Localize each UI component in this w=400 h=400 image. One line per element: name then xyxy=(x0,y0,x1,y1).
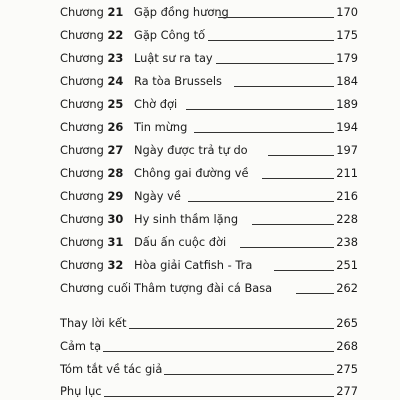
toc-entry-chapter-25 xyxy=(60,96,358,112)
dot-leader xyxy=(296,293,334,294)
section-title: Cảm tạ xyxy=(60,339,102,353)
page-number: 184 xyxy=(336,74,358,88)
chapter-number: 28 xyxy=(107,166,124,180)
chapter-word: Chương xyxy=(60,212,104,226)
chapter-number: 29 xyxy=(107,189,124,203)
page-number: 194 xyxy=(336,120,358,134)
chapter-number: 30 xyxy=(107,212,124,226)
dot-leader xyxy=(274,270,334,271)
chapter-title: Chông gai đường về xyxy=(134,166,249,180)
chapter-title: Gặp Công tố xyxy=(134,28,206,42)
chapter-word: Chương xyxy=(60,74,104,88)
page-number: 197 xyxy=(336,143,358,157)
dot-leader xyxy=(218,17,334,18)
dot-leader xyxy=(234,86,334,87)
page-number: 265 xyxy=(336,316,358,330)
toc-entry-chapter-30 xyxy=(60,211,358,227)
page-number: 189 xyxy=(336,97,358,111)
page-number: 175 xyxy=(336,28,358,42)
chapter-number: 31 xyxy=(107,235,124,249)
page-number: 268 xyxy=(336,339,358,353)
toc-entry-chapter-29 xyxy=(60,188,358,204)
chapter-word: Chương xyxy=(60,143,104,157)
toc-entry-chapter-27 xyxy=(60,142,358,158)
toc-entry-chapter-24 xyxy=(60,73,358,89)
chapter-number: 21 xyxy=(107,5,124,19)
toc-entry-about-author xyxy=(60,361,358,377)
dot-leader xyxy=(208,40,334,41)
dot-leader xyxy=(268,155,334,156)
section-title: Thay lời kết xyxy=(60,316,127,330)
chapter-number: 24 xyxy=(107,74,124,88)
dot-leader xyxy=(188,201,334,202)
chapter-word: Chương cuối xyxy=(60,281,132,295)
chapter-word: Chương xyxy=(60,5,104,19)
chapter-number: 25 xyxy=(107,97,124,111)
chapter-title: Ra tòa Brussels xyxy=(134,74,222,88)
page-number: 275 xyxy=(336,362,358,376)
page-number: 262 xyxy=(336,281,358,295)
toc-entry-chapter-22 xyxy=(60,27,358,43)
page-number: 277 xyxy=(336,384,358,398)
chapter-title: Ngày về xyxy=(134,189,181,203)
chapter-title: Chờ đợi xyxy=(134,97,178,111)
page-number: 251 xyxy=(336,258,358,272)
chapter-word: Chương xyxy=(60,166,104,180)
toc-entry-final-chapter xyxy=(60,280,358,296)
toc-entry-appendix xyxy=(60,383,358,399)
page-number: 179 xyxy=(336,51,358,65)
chapter-word: Chương xyxy=(60,258,104,272)
toc-entry-chapter-26 xyxy=(60,119,358,135)
chapter-title: Luật sư ra tay xyxy=(134,51,213,65)
chapter-number: 32 xyxy=(107,258,124,272)
dot-leader xyxy=(240,247,334,248)
chapter-title: Dấu ấn cuộc đời xyxy=(134,235,227,249)
chapter-title: Ngày được trả tự do xyxy=(134,143,248,157)
section-title: Tóm tắt về tác giả xyxy=(60,362,163,376)
toc-entry-chapter-28 xyxy=(60,165,358,181)
chapter-word: Chương xyxy=(60,120,104,134)
chapter-word: Chương xyxy=(60,51,104,65)
chapter-number: 23 xyxy=(107,51,124,65)
section-title: Phụ lục xyxy=(60,384,102,398)
toc-entry-afterword xyxy=(60,315,358,331)
page-number: 238 xyxy=(336,235,358,249)
toc-entry-acknowledgements xyxy=(60,338,358,354)
chapter-title: Gặp đồng hương xyxy=(134,5,229,19)
toc-entry-chapter-31 xyxy=(60,234,358,250)
chapter-number: 26 xyxy=(107,120,124,134)
chapter-word: Chương xyxy=(60,28,104,42)
chapter-title: Hòa giải Catfish - Tra xyxy=(134,258,253,272)
dot-leader xyxy=(194,132,334,133)
chapter-word: Chương xyxy=(60,235,104,249)
page-number: 216 xyxy=(336,189,358,203)
chapter-number: 22 xyxy=(107,28,124,42)
page-number: 228 xyxy=(336,212,358,226)
page-number: 211 xyxy=(336,166,358,180)
dot-leader xyxy=(216,63,334,64)
chapter-word: Chương xyxy=(60,189,104,203)
toc-entry-chapter-32 xyxy=(60,257,358,273)
page-number: 170 xyxy=(336,5,358,19)
chapter-word: Chương xyxy=(60,97,104,111)
dot-leader xyxy=(252,224,334,225)
toc-entry-chapter-21 xyxy=(60,4,358,20)
chapter-title: Tin mừng xyxy=(134,120,188,134)
chapter-title: Thâm tượng đài cá Basa xyxy=(134,281,273,295)
dot-leader xyxy=(186,109,334,110)
dot-leader xyxy=(262,178,334,179)
chapter-title: Hy sinh thầm lặng xyxy=(134,212,239,226)
toc-entry-chapter-23 xyxy=(60,50,358,66)
chapter-number: 27 xyxy=(107,143,124,157)
